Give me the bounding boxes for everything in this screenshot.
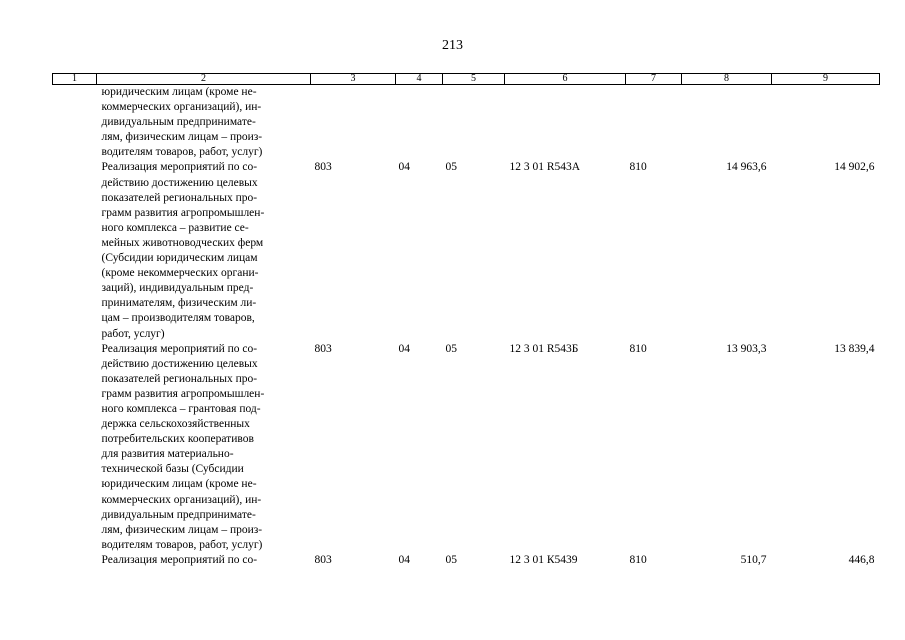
empty-cell: [443, 85, 505, 161]
description-line: держка сельскохозяйственных: [101, 418, 250, 431]
amount-executed: 14 902,6: [834, 161, 875, 174]
section-code: 04: [398, 161, 410, 174]
description-line: работ, услуг): [101, 327, 165, 340]
description-line: (кроме некоммерческих органи-: [101, 267, 259, 280]
ministry-code: 803: [314, 342, 332, 355]
description-line: действию достижению целевых: [101, 357, 258, 370]
description-line: для развития материально-: [101, 448, 234, 461]
description-line: ного комплекса – грантовая под-: [101, 402, 261, 415]
description-line: водителям товаров, работ, услуг): [101, 146, 263, 159]
table-row: [53, 85, 880, 161]
header-col-4: 4: [396, 74, 443, 85]
header-col-3: 3: [311, 74, 396, 85]
expense-type-code: 810: [629, 161, 647, 174]
description-line: лям, физическим лицам – произ-: [101, 131, 263, 144]
description-line: коммерческих организаций), ин-: [101, 493, 262, 506]
row-description: [53, 553, 311, 568]
description-line: действию достижению целевых: [101, 176, 258, 189]
description-line: юридическим лицам (кроме не-: [101, 478, 257, 491]
description-line: потребительских кооперативов: [101, 433, 254, 446]
empty-cell: [311, 85, 396, 161]
amount-approved: 14 963,6: [726, 161, 767, 174]
empty-cell: [396, 85, 443, 161]
empty-cell: [682, 85, 772, 161]
description-line: ного комплекса – развитие се-: [101, 221, 249, 234]
description-line: показателей региональных про-: [101, 372, 258, 385]
target-article-code: 12 3 01 К5439: [509, 553, 578, 566]
section-code: 04: [398, 342, 410, 355]
table-row: [53, 160, 880, 341]
row-description: [53, 85, 311, 161]
description-line: Реализация мероприятий по со-: [101, 553, 258, 566]
column-number-header: [53, 74, 880, 85]
description-line: дивидуальным предпринимате-: [101, 508, 256, 521]
budget-table: [52, 73, 880, 568]
description-line: юридическим лицам (кроме не-: [101, 86, 257, 98]
header-col-7: 7: [626, 74, 682, 85]
subsection-code: 05: [445, 553, 457, 566]
ministry-code: 803: [314, 161, 332, 174]
amount-executed: 13 839,4: [834, 342, 875, 355]
row-description: [53, 160, 311, 341]
description-line: показателей региональных про-: [101, 191, 258, 204]
amount-executed: 446,8: [848, 553, 875, 566]
description-line: лям, физическим лицам – произ-: [101, 523, 263, 536]
header-col-5: 5: [443, 74, 505, 85]
empty-cell: [772, 85, 880, 161]
amount-approved: 13 903,3: [726, 342, 767, 355]
header-col-1: 1: [53, 74, 97, 85]
description-line: коммерческих организаций), ин-: [101, 101, 262, 114]
ministry-code: 803: [314, 553, 332, 566]
description-line: технической базы (Субсидии: [101, 463, 244, 476]
expense-type-code: 810: [629, 342, 647, 355]
header-col-9: 9: [772, 74, 880, 85]
description-line: заций), индивидуальным пред-: [101, 282, 254, 295]
header-col-8: 8: [682, 74, 772, 85]
empty-cell: [626, 85, 682, 161]
header-col-6: 6: [505, 74, 626, 85]
table-row: [53, 342, 880, 553]
description-line: цам – производителям товаров,: [101, 312, 255, 325]
empty-cell: [505, 85, 626, 161]
expense-type-code: 810: [629, 553, 647, 566]
target-article-code: 12 3 01 R543А: [509, 161, 581, 174]
amount-approved: 510,7: [740, 553, 767, 566]
header-col-2: 2: [97, 74, 311, 85]
description-line: Реализация мероприятий по со-: [101, 161, 258, 174]
description-line: мейных животноводческих ферм: [101, 236, 264, 249]
description-line: (Субсидии юридическим лицам: [101, 252, 258, 265]
description-line: дивидуальным предпринимате-: [101, 116, 256, 129]
row-description: [53, 342, 311, 553]
page-number: 213: [442, 38, 463, 53]
table-row: [53, 553, 880, 568]
target-article-code: 12 3 01 R543Б: [509, 342, 579, 355]
description-line: грамм развития агропромышлен-: [101, 387, 265, 400]
subsection-code: 05: [445, 161, 457, 174]
description-line: водителям товаров, работ, услуг): [101, 538, 263, 551]
description-line: Реализация мероприятий по со-: [101, 342, 258, 355]
description-line: грамм развития агропромышлен-: [101, 206, 265, 219]
table-body: [53, 85, 880, 569]
subsection-code: 05: [445, 342, 457, 355]
section-code: 04: [398, 553, 410, 566]
description-line: принимателям, физическим ли-: [101, 297, 257, 310]
